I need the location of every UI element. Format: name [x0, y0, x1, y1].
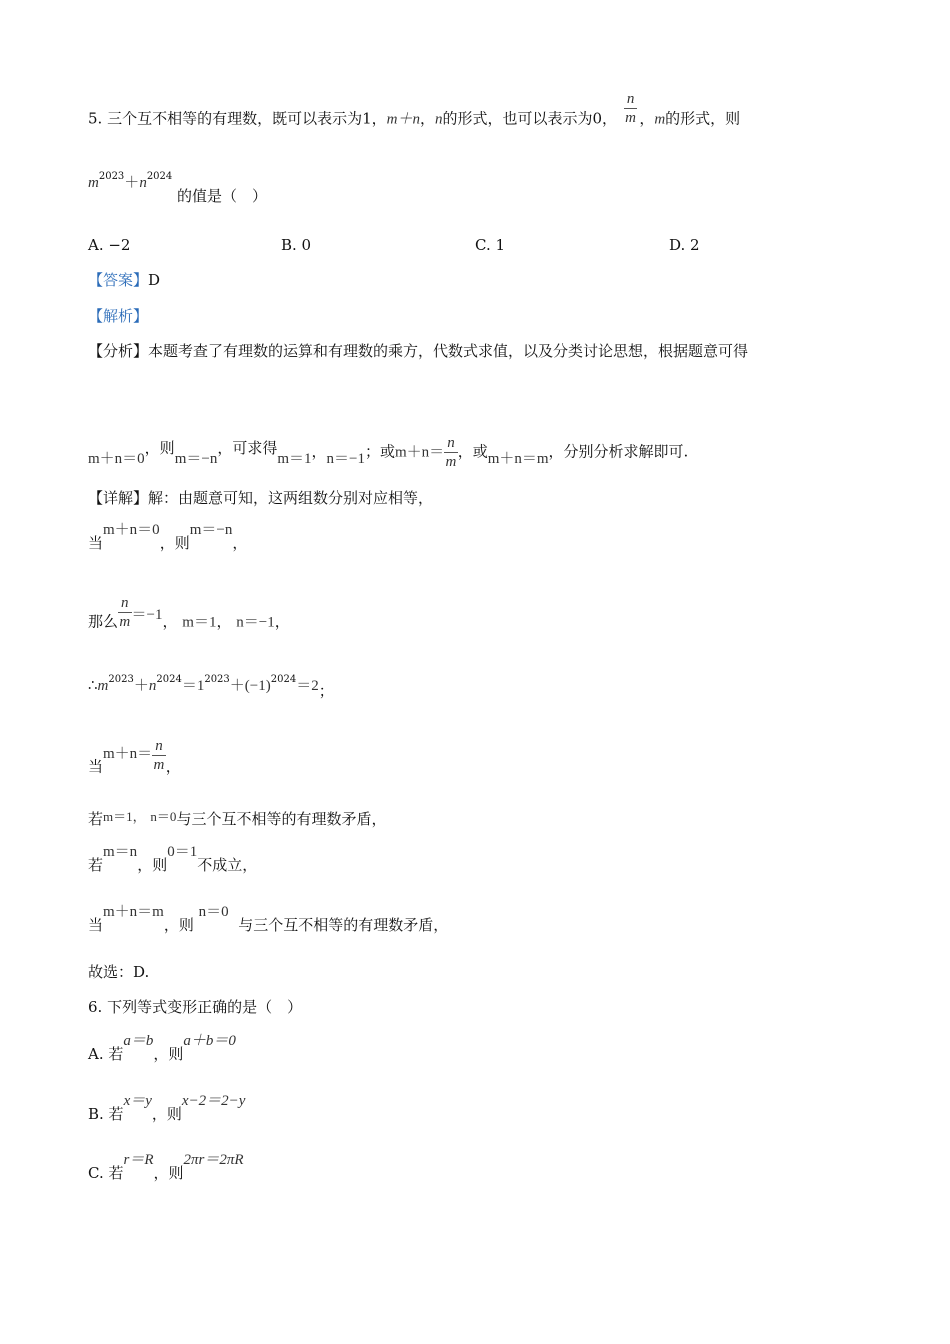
case1c-n: n [148, 678, 157, 694]
case1b-line [88, 595, 290, 641]
q5-stem-text-a: 5. 三个互不相等的有理数，既可以表示为1， [88, 109, 387, 128]
case2-a: 当 [88, 757, 104, 776]
case1b-den: m [119, 614, 131, 630]
fenxi-line: 【分析】本题考查了有理数的运算和有理数的乘方，代数式求值，以及分类讨论思想，根据题意可得 [88, 342, 749, 360]
case1b-a: 那么 [88, 612, 119, 631]
fenxi-t4: ；或 [365, 442, 396, 461]
q5-stem-text-d: 的值是（ ） [177, 187, 268, 205]
case2-frac [152, 737, 166, 774]
case3-line [88, 904, 449, 936]
q6-a-label: A. 若 [88, 1045, 124, 1063]
q5-option-b[interactable]: B. 0 [281, 236, 312, 254]
case1c-x1: 2023 [108, 674, 134, 685]
case1b-c: ， [216, 612, 232, 631]
case2-den: m [153, 757, 165, 773]
fenxi-e1: m＋n＝0 [88, 450, 145, 467]
case2c-line [88, 844, 258, 876]
case1c-plus2: ＋(−1) [229, 678, 271, 694]
q5-stem-text-b: 的形式，也可以表示为0， [442, 109, 618, 128]
fenxi-e4: n＝−1 [326, 450, 365, 467]
q5-option-c[interactable]: C. 1 [475, 236, 506, 254]
q6-c-label: C. 若 [88, 1164, 124, 1182]
detail-line: 【详解】解：由题意可知，这两组数分别对应相等， [88, 489, 434, 507]
q5-option-d[interactable]: D. 2 [669, 236, 700, 254]
case3-e1: m＋n＝m [103, 904, 164, 920]
q5-answer-line [88, 270, 160, 290]
q5-pow-plus: ＋ [124, 175, 140, 191]
case1b-num: n [118, 594, 132, 613]
case1b-e2: m＝1 [182, 614, 217, 631]
case1c-res: ＝2 [296, 678, 319, 694]
q6-b-label: B. 若 [88, 1105, 124, 1123]
fenxi-e6: m＋n＝m [487, 450, 549, 467]
q5-stem-line1 [88, 91, 741, 138]
case1c-plus: ＋ [133, 678, 149, 694]
q6-a-e1: a＝b [123, 1033, 154, 1049]
fenxi-frac-den: m [445, 454, 457, 470]
case1c-x2: 2024 [156, 674, 182, 685]
q5-frac-den: m [625, 110, 636, 126]
q5-pow-exp2: 2024 [146, 171, 173, 182]
case1c-x3: 2023 [204, 674, 230, 685]
case1-e2: m＝−n [189, 522, 233, 538]
case1c-end: ； [318, 682, 334, 700]
q6-stem: 6. 下列等式变形正确的是（ ） [88, 998, 303, 1016]
fenxi-e3: m＝1 [277, 450, 312, 467]
q5-pow-exp1: 2023 [98, 171, 125, 182]
case3-c: 与三个互不相等的有理数矛盾， [238, 916, 449, 934]
case2-num: n [152, 737, 166, 756]
case2-e1: m＋n＝ [103, 745, 153, 762]
fenxi-e5: m＋n＝ [395, 444, 445, 461]
fenxi-t2: ，可求得 [217, 438, 278, 457]
case1b-frac [118, 594, 132, 631]
q6-a-e2: a＋b＝0 [183, 1033, 236, 1049]
q5-sep2: ， [639, 109, 655, 128]
fenxi-t1: ，则 [144, 438, 175, 457]
q6-option-c[interactable] [88, 1152, 244, 1184]
q6-b-b: ，则 [151, 1105, 182, 1123]
q5-expr-m: m [654, 111, 666, 128]
case2b-a: 若 [88, 810, 104, 828]
answer-tag: 【答案】 [88, 271, 149, 289]
q6-c-b: ，则 [153, 1164, 184, 1182]
q5-stem-line2 [88, 171, 268, 209]
answer-value: D [148, 271, 161, 289]
conclusion-line: 故选：D. [88, 963, 150, 981]
q5-power-expr [88, 173, 172, 191]
fenxi-t5: ，或 [457, 442, 488, 461]
case1c-line [88, 675, 334, 698]
case2c-c: 不成立， [197, 856, 258, 874]
fenxi-formula-line [88, 434, 688, 471]
q5-expr-m-plus-n: m＋n [386, 111, 420, 128]
q6-b-e1: x＝y [123, 1093, 152, 1109]
case3-b: ，则 [163, 916, 194, 934]
q5-sep1: ， [419, 109, 435, 128]
fenxi-e2: m＝−n [174, 450, 218, 467]
case1-a: 当 [88, 534, 104, 552]
case1c-therefore: ∴ [88, 678, 98, 694]
case1b-e1: ＝−1 [131, 606, 163, 623]
q5-stem-text-c: 的形式，则 [665, 109, 741, 128]
case3-a: 当 [88, 916, 104, 934]
fenxi-frac-num: n [444, 434, 458, 453]
case2c-a: 若 [88, 856, 104, 874]
case2b-e2: n＝0 [150, 809, 177, 824]
fenxi-t6: ，分别分析求解即可. [548, 442, 689, 461]
case2c-e1: m＝n [103, 844, 138, 860]
case1b-b: ， [162, 612, 178, 631]
case2-line [88, 738, 181, 786]
q5-pow-m: m [88, 175, 99, 191]
fenxi-frac [444, 434, 458, 471]
q6-a-b: ，则 [153, 1045, 184, 1063]
q6-option-b[interactable] [88, 1093, 246, 1125]
q5-frac-num: n [624, 90, 638, 109]
q6-b-e2: x−2＝2−y [181, 1093, 246, 1109]
case1-b: ，则 [159, 534, 190, 552]
q5-option-a[interactable]: A. −2 [88, 236, 131, 254]
case2c-b: ，则 [137, 856, 168, 874]
case1c-x4: 2024 [270, 674, 297, 685]
analysis-tag: 【解析】 [88, 307, 149, 325]
case2-b: ， [165, 757, 181, 776]
case1c-m: m [97, 678, 109, 694]
case2b-e1: m＝1， [103, 809, 146, 824]
q5-pow-n: n [139, 175, 147, 191]
case2b-line [88, 809, 386, 830]
case2b-b: 与三个互不相等的有理数矛盾， [176, 810, 387, 828]
case1b-e3: n＝−1 [236, 614, 275, 631]
fenxi-t3: ， [311, 442, 327, 461]
q5-frac-n-over-m [624, 90, 638, 127]
q6-c-e1: r＝R [123, 1152, 154, 1168]
q6-option-a[interactable] [88, 1033, 236, 1065]
q6-c-e2: 2πr＝2πR [183, 1152, 244, 1168]
case1b-d: ， [274, 612, 290, 631]
case3-e2: n＝0 [198, 904, 229, 920]
case2c-e2: 0＝1 [167, 844, 198, 860]
q5-expr-n: n [434, 111, 443, 128]
case1-c: ， [232, 534, 248, 552]
case1-e1: m＋n＝0 [103, 522, 160, 538]
case1-line [88, 522, 248, 554]
case1c-eq: ＝1 [181, 678, 205, 694]
